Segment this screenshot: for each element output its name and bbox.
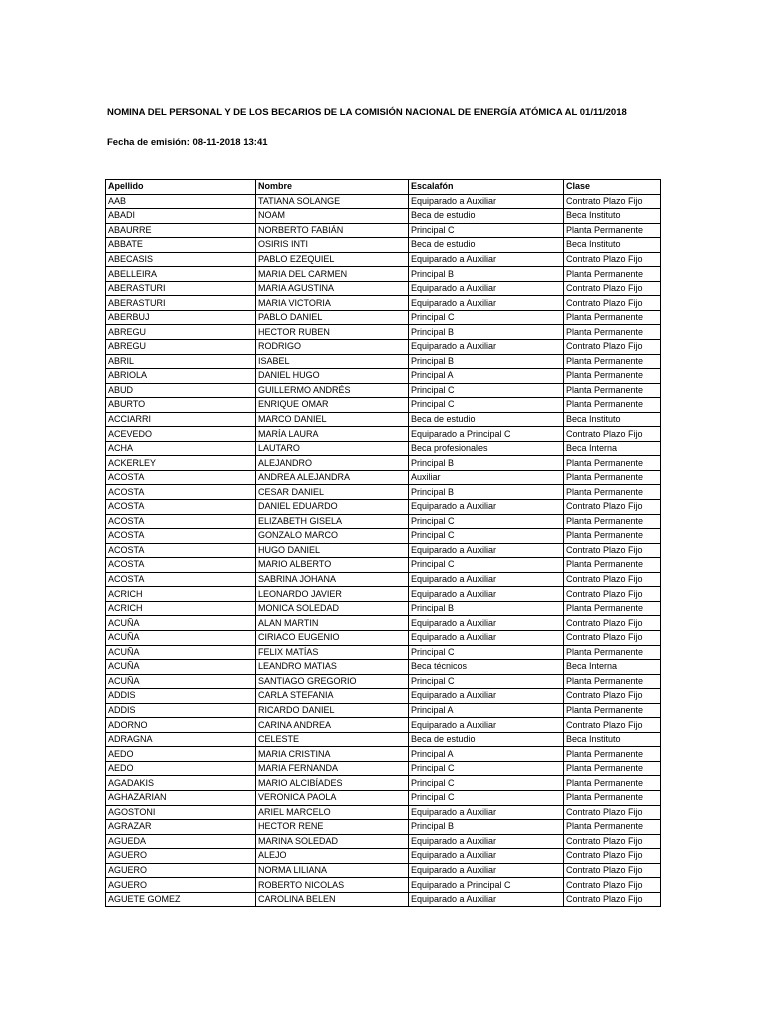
cell-nombre: MARIA AGUSTINA [256,281,409,296]
table-row [106,834,661,849]
cell-escalafon: Equiparado a Principal C [409,427,564,442]
cell-apellido: ACOSTA [106,470,256,485]
table-row [106,616,661,631]
cell-clase: Planta Permanente [564,267,661,282]
table-row [106,500,661,515]
cell-apellido: ACUÑA [106,616,256,631]
cell-clase: Contrato Plazo Fijo [564,252,661,267]
cell-nombre: MARINA SOLEDAD [256,834,409,849]
cell-apellido: ACRICH [106,601,256,616]
cell-clase: Planta Permanente [564,369,661,384]
cell-apellido: AGUETE GOMEZ [106,892,256,907]
cell-clase: Planta Permanente [564,820,661,835]
cell-escalafon: Principal A [409,747,564,762]
cell-escalafon: Principal C [409,645,564,660]
cell-apellido: AGUERO [106,878,256,893]
column-header-escalafon: Escalafón [409,180,564,195]
cell-nombre: LEONARDO JAVIER [256,587,409,602]
document-title: NOMINA DEL PERSONAL Y DE LOS BECARIOS DE LA COMISIÓN NACIONAL DE ENERGÍA ATÓMICA AL 01/11/2018 [107,107,627,118]
cell-nombre: MARIA CRISTINA [256,747,409,762]
cell-apellido: ACOSTA [106,543,256,558]
table-row [106,340,661,355]
table-row [106,761,661,776]
cell-clase: Planta Permanente [564,325,661,340]
column-header-nombre: Nombre [256,180,409,195]
cell-nombre: CAROLINA BELEN [256,892,409,907]
cell-escalafon: Beca de estudio [409,732,564,747]
cell-apellido: ACHA [106,441,256,456]
table-row [106,703,661,718]
cell-clase: Contrato Plazo Fijo [564,616,661,631]
table-row [106,543,661,558]
cell-nombre: MONICA SOLEDAD [256,601,409,616]
table-row [106,849,661,864]
cell-nombre: MARCO DANIEL [256,412,409,427]
table-row [106,732,661,747]
table-row [106,645,661,660]
cell-apellido: AGOSTONI [106,805,256,820]
cell-escalafon: Equiparado a Auxiliar [409,500,564,515]
cell-nombre: HECTOR RUBEN [256,325,409,340]
cell-escalafon: Equiparado a Auxiliar [409,849,564,864]
staff-table [105,179,661,907]
table-row [106,514,661,529]
cell-nombre: HECTOR RENE [256,820,409,835]
cell-nombre: SANTIAGO GREGORIO [256,674,409,689]
cell-clase: Planta Permanente [564,310,661,325]
cell-apellido: AGUEDA [106,834,256,849]
cell-escalafon: Equiparado a Auxiliar [409,630,564,645]
cell-apellido: ACUÑA [106,645,256,660]
cell-nombre: FELIX MATÍAS [256,645,409,660]
cell-apellido: AEDO [106,747,256,762]
cell-apellido: ADRAGNA [106,732,256,747]
cell-apellido: ABERASTURI [106,296,256,311]
cell-nombre: CELESTE [256,732,409,747]
cell-nombre: DANIEL HUGO [256,369,409,384]
cell-clase: Contrato Plazo Fijo [564,281,661,296]
cell-nombre: LAUTARO [256,441,409,456]
cell-clase: Contrato Plazo Fijo [564,340,661,355]
cell-escalafon: Equiparado a Auxiliar [409,296,564,311]
table-row [106,427,661,442]
cell-escalafon: Principal B [409,456,564,471]
cell-escalafon: Principal B [409,354,564,369]
cell-apellido: ACUÑA [106,674,256,689]
cell-nombre: MARIA FERNANDA [256,761,409,776]
table-row [106,892,661,907]
cell-clase: Beca Interna [564,660,661,675]
cell-clase: Contrato Plazo Fijo [564,194,661,209]
column-header-apellido: Apellido [106,180,256,195]
table-row [106,601,661,616]
cell-nombre: ANDREA ALEJANDRA [256,470,409,485]
table-row [106,689,661,704]
cell-clase: Contrato Plazo Fijo [564,572,661,587]
cell-clase: Planta Permanente [564,747,661,762]
table-row [106,456,661,471]
cell-nombre: OSIRIS INTI [256,238,409,253]
cell-nombre: DANIEL EDUARDO [256,500,409,515]
table-row [106,718,661,733]
cell-clase: Planta Permanente [564,456,661,471]
table-row [106,878,661,893]
cell-apellido: ACOSTA [106,514,256,529]
cell-escalafon: Beca profesionales [409,441,564,456]
cell-escalafon: Principal B [409,485,564,500]
cell-apellido: AGUERO [106,849,256,864]
cell-apellido: ABECASIS [106,252,256,267]
cell-clase: Planta Permanente [564,558,661,573]
cell-apellido: ABAURRE [106,223,256,238]
cell-apellido: ABUD [106,383,256,398]
cell-apellido: ABERBUJ [106,310,256,325]
cell-escalafon: Equiparado a Auxiliar [409,252,564,267]
cell-escalafon: Equiparado a Auxiliar [409,340,564,355]
cell-apellido: ACOSTA [106,572,256,587]
cell-clase: Planta Permanente [564,790,661,805]
column-header-clase: Clase [564,180,661,195]
table-row [106,790,661,805]
cell-clase: Planta Permanente [564,703,661,718]
table-row [106,529,661,544]
table-row [106,587,661,602]
cell-clase: Planta Permanente [564,514,661,529]
cell-escalafon: Beca de estudio [409,209,564,224]
cell-clase: Planta Permanente [564,485,661,500]
cell-apellido: ACUÑA [106,660,256,675]
cell-nombre: PABLO DANIEL [256,310,409,325]
cell-nombre: MARIA DEL CARMEN [256,267,409,282]
cell-apellido: AGADAKIS [106,776,256,791]
table-row [106,412,661,427]
cell-clase: Planta Permanente [564,674,661,689]
cell-escalafon: Equiparado a Auxiliar [409,892,564,907]
cell-nombre: TATIANA SOLANGE [256,194,409,209]
cell-nombre: PABLO EZEQUIEL [256,252,409,267]
cell-apellido: AGRAZAR [106,820,256,835]
cell-apellido: ACUÑA [106,630,256,645]
table-row [106,296,661,311]
cell-apellido: AGUERO [106,863,256,878]
cell-escalafon: Principal C [409,514,564,529]
cell-nombre: ISABEL [256,354,409,369]
cell-clase: Planta Permanente [564,601,661,616]
cell-clase: Beca Instituto [564,732,661,747]
cell-clase: Beca Instituto [564,209,661,224]
cell-apellido: ABERASTURI [106,281,256,296]
cell-escalafon: Principal A [409,703,564,718]
cell-clase: Planta Permanente [564,383,661,398]
cell-apellido: ACRICH [106,587,256,602]
cell-apellido: ACOSTA [106,558,256,573]
cell-escalafon: Equiparado a Auxiliar [409,805,564,820]
cell-escalafon: Equiparado a Auxiliar [409,543,564,558]
cell-clase: Planta Permanente [564,761,661,776]
cell-escalafon: Beca técnicos [409,660,564,675]
cell-clase: Contrato Plazo Fijo [564,630,661,645]
table-row [106,238,661,253]
cell-escalafon: Equiparado a Auxiliar [409,616,564,631]
cell-escalafon: Principal C [409,383,564,398]
table-row [106,470,661,485]
cell-nombre: CESAR DANIEL [256,485,409,500]
cell-escalafon: Equiparado a Auxiliar [409,587,564,602]
table-header-row [106,180,661,195]
cell-apellido: ABBATE [106,238,256,253]
cell-nombre: CARINA ANDREA [256,718,409,733]
cell-clase: Planta Permanente [564,470,661,485]
cell-nombre: VERONICA PAOLA [256,790,409,805]
cell-clase: Contrato Plazo Fijo [564,878,661,893]
cell-nombre: NORMA LILIANA [256,863,409,878]
cell-clase: Contrato Plazo Fijo [564,805,661,820]
cell-escalafon: Principal B [409,820,564,835]
cell-escalafon: Equiparado a Auxiliar [409,863,564,878]
cell-nombre: NOAM [256,209,409,224]
cell-clase: Planta Permanente [564,354,661,369]
cell-escalafon: Principal C [409,674,564,689]
cell-clase: Contrato Plazo Fijo [564,849,661,864]
cell-nombre: RODRIGO [256,340,409,355]
cell-apellido: ADDIS [106,703,256,718]
cell-nombre: GONZALO MARCO [256,529,409,544]
cell-nombre: ALEJANDRO [256,456,409,471]
table-row [106,558,661,573]
cell-escalafon: Principal C [409,558,564,573]
cell-escalafon: Principal C [409,790,564,805]
cell-clase: Contrato Plazo Fijo [564,834,661,849]
cell-escalafon: Principal C [409,398,564,413]
cell-apellido: AAB [106,194,256,209]
cell-apellido: ABREGU [106,325,256,340]
table-row [106,805,661,820]
cell-escalafon: Equiparado a Auxiliar [409,834,564,849]
cell-escalafon: Beca de estudio [409,412,564,427]
cell-apellido: ACKERLEY [106,456,256,471]
cell-nombre: ARIEL MARCELO [256,805,409,820]
cell-clase: Contrato Plazo Fijo [564,500,661,515]
cell-apellido: ACOSTA [106,500,256,515]
table-row [106,660,661,675]
table-row [106,209,661,224]
cell-nombre: ALEJO [256,849,409,864]
table-row [106,485,661,500]
table-row [106,369,661,384]
cell-clase: Contrato Plazo Fijo [564,689,661,704]
cell-nombre: MARIA VICTORIA [256,296,409,311]
cell-nombre: CARLA STEFANIA [256,689,409,704]
table-row [106,572,661,587]
cell-nombre: HUGO DANIEL [256,543,409,558]
table-row [106,325,661,340]
cell-escalafon: Principal A [409,369,564,384]
table-row [106,630,661,645]
cell-escalafon: Equiparado a Auxiliar [409,718,564,733]
cell-clase: Contrato Plazo Fijo [564,296,661,311]
cell-nombre: NORBERTO FABIÁN [256,223,409,238]
table-row [106,820,661,835]
cell-escalafon: Beca de estudio [409,238,564,253]
table-row [106,776,661,791]
cell-apellido: ADORNO [106,718,256,733]
cell-clase: Contrato Plazo Fijo [564,718,661,733]
table-row [106,310,661,325]
cell-nombre: MARÍA LAURA [256,427,409,442]
cell-escalafon: Equiparado a Principal C [409,878,564,893]
table-row [106,252,661,267]
cell-escalafon: Principal B [409,325,564,340]
cell-clase: Contrato Plazo Fijo [564,543,661,558]
cell-escalafon: Equiparado a Auxiliar [409,281,564,296]
table-row [106,354,661,369]
cell-escalafon: Principal C [409,761,564,776]
cell-apellido: ACEVEDO [106,427,256,442]
cell-nombre: ENRIQUE OMAR [256,398,409,413]
issue-date: Fecha de emisión: 08-11-2018 13:41 [107,137,268,148]
table-row [106,223,661,238]
cell-apellido: ABREGU [106,340,256,355]
cell-clase: Planta Permanente [564,529,661,544]
cell-nombre: LEANDRO MATIAS [256,660,409,675]
cell-clase: Planta Permanente [564,645,661,660]
table-body [106,194,661,907]
cell-apellido: AGHAZARIAN [106,790,256,805]
table-row [106,441,661,456]
cell-clase: Beca Interna [564,441,661,456]
cell-escalafon: Principal C [409,529,564,544]
cell-apellido: ABRIOLA [106,369,256,384]
cell-apellido: ABRIL [106,354,256,369]
cell-apellido: ACOSTA [106,485,256,500]
cell-clase: Planta Permanente [564,776,661,791]
cell-nombre: ELIZABETH GISELA [256,514,409,529]
table-row [106,267,661,282]
cell-apellido: ABURTO [106,398,256,413]
cell-apellido: ADDIS [106,689,256,704]
cell-nombre: MARIO ALBERTO [256,558,409,573]
cell-nombre: ALAN MARTIN [256,616,409,631]
cell-nombre: MARIO ALCIBÍADES [256,776,409,791]
cell-escalafon: Auxiliar [409,470,564,485]
cell-clase: Contrato Plazo Fijo [564,863,661,878]
cell-apellido: ACCIARRI [106,412,256,427]
cell-escalafon: Principal B [409,601,564,616]
table-row [106,194,661,209]
cell-escalafon: Equiparado a Auxiliar [409,572,564,587]
cell-escalafon: Equiparado a Auxiliar [409,689,564,704]
table-row [106,674,661,689]
cell-escalafon: Equiparado a Auxiliar [409,194,564,209]
cell-clase: Contrato Plazo Fijo [564,892,661,907]
table-row [106,383,661,398]
cell-escalafon: Principal C [409,223,564,238]
cell-nombre: RICARDO DANIEL [256,703,409,718]
cell-escalafon: Principal C [409,310,564,325]
table-row [106,863,661,878]
cell-apellido: AEDO [106,761,256,776]
cell-clase: Contrato Plazo Fijo [564,587,661,602]
cell-escalafon: Principal C [409,776,564,791]
cell-clase: Beca Instituto [564,238,661,253]
cell-clase: Planta Permanente [564,398,661,413]
table-row [106,398,661,413]
cell-clase: Beca Instituto [564,412,661,427]
cell-nombre: SABRINA JOHANA [256,572,409,587]
table-row [106,747,661,762]
table-row [106,281,661,296]
cell-clase: Planta Permanente [564,223,661,238]
cell-clase: Contrato Plazo Fijo [564,427,661,442]
cell-apellido: ABADI [106,209,256,224]
cell-nombre: GUILLERMO ANDRÉS [256,383,409,398]
cell-nombre: CIRIACO EUGENIO [256,630,409,645]
cell-apellido: ACOSTA [106,529,256,544]
cell-apellido: ABELLEIRA [106,267,256,282]
cell-nombre: ROBERTO NICOLAS [256,878,409,893]
cell-escalafon: Principal B [409,267,564,282]
